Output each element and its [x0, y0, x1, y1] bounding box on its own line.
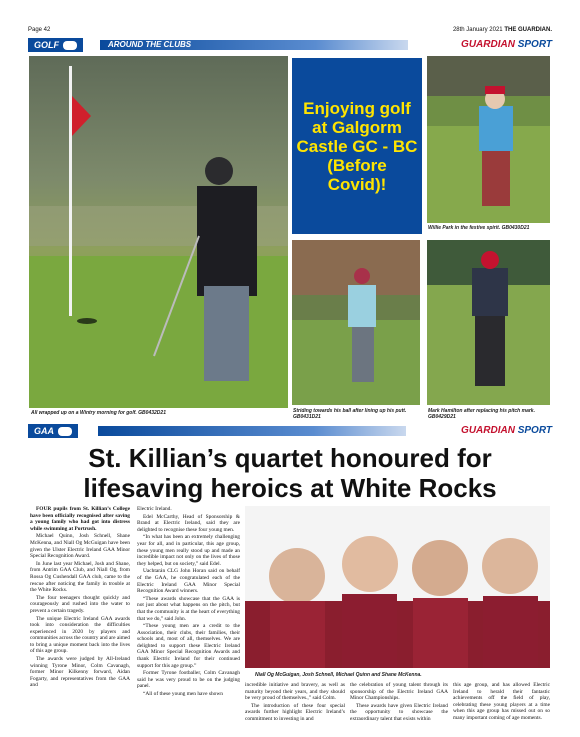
striding-image: [292, 240, 420, 405]
gaa-ball-icon: [58, 427, 72, 436]
caption-four-pupils: Niall Og McGuigan, Josh Schnell, Michael Quinn and Shane McKenna.: [255, 672, 422, 678]
paragraph: Michael Quinn, Josh Schnell, Shane McKenna, and Niall Og McGuigan have been given the Ulster Electric Ireland GAA Minor Special Recognition Award.: [30, 533, 130, 560]
page-date-paper: [453, 27, 552, 33]
paragraph: “These young men are a credit to the Association, their clubs, their families, their schools and, most of all, themselves. We are delighted to support these Electric Ireland GAA Minor Special Recognition Awards and thank Electric Ireland for their continued support for this age group.”: [137, 623, 240, 669]
paragraph: These awards have given Electric Ireland the opportunity to showcase the extraordinary talent that exists within: [350, 702, 448, 722]
article-column-4: [350, 682, 448, 724]
photo-mark: [427, 240, 550, 405]
paragraph: The introduction of these four special awards further highlight Electric Ireland’s commitment to investing in and: [245, 702, 345, 722]
golf-tag: GOLF: [28, 38, 83, 52]
golf-ball-icon: [63, 41, 77, 50]
paragraph: Former Tyrone footballer, Colm Cavanagh said he was very proud to be on the judging panel.: [137, 670, 240, 690]
page-date: 28th January 2021: [452, 27, 503, 33]
photo-striding: [292, 240, 420, 405]
photo-golfer-main: [29, 56, 288, 408]
guardian-sport-logo: GUARDIAN SPORT: [461, 39, 552, 50]
around-the-clubs-band: AROUND THE CLUBS: [100, 40, 408, 50]
gaa-band: [98, 426, 406, 436]
paragraph: Uachtarán CLG John Horan said on behalf of the GAA, he congratulated each of the Electric Ireland GAA Minor Special Recognition Award winners.: [137, 568, 240, 595]
page-number: Page 42: [28, 27, 51, 33]
photo-four-pupils: [245, 506, 550, 668]
article-column-2: [137, 506, 240, 699]
paragraph: The awards were judged by All-Ireland winning Tyrone Minor, Colm Cavanagh, former Minor Kilkenny forward, Aidan Fogarty, and representatives from the GAA and: [30, 656, 130, 689]
mark-image: [427, 240, 550, 405]
paragraph: “In what has been an extremely challenging year for all, and in particular, this age group, these young men really stood up and made an incredible impact not only on the lives of those they helped, but on society,” said Edel.: [137, 534, 240, 567]
paragraph: The unique Electric Ireland GAA awards took into consideration the difficulties experienced in 2020 by players and communities across the country and are aimed to bring a unique moment back into the lives of this age group.: [30, 615, 130, 655]
guardian-sport-logo-2: GUARDIAN SPORT: [461, 425, 552, 436]
article-headline: St. Killian’s quartet honoured for lifesaving heroics at White Rocks: [83, 443, 497, 503]
paragraph: In June last year Michael, Josh and Shane, from Antrim GAA Club, and Niall Og, from Rossa Og Cushendall GAA club, came to the rescue after noticing the family in trouble at the White Rocks.: [30, 560, 130, 594]
golfer-main-image: [29, 56, 288, 408]
paragraph: Electric Ireland.: [137, 506, 172, 512]
caption-santa: Willie Park in the festive spirit. GB0430D21: [428, 225, 530, 231]
article-column-1: [30, 506, 130, 690]
paragraph: Edel McCarthy, Head of Sponsorship & Brand at Electric Ireland, said they are delighted to recognise these four young men.: [137, 513, 240, 533]
lead-paragraph: FOUR pupils from St. Killian’s College have been officially recognised after saving a young family who had got into distress while swimming at Portrush.: [30, 506, 130, 532]
promo-box: [292, 58, 422, 234]
paragraph: this age group, and has allowed Electric Ireland to herald their fantastic achievements off the field of play, celebrating these young players at a time when this age group has missed out on so many important coming of age moments.: [453, 682, 550, 721]
four-pupils-image: [245, 506, 550, 668]
golf-section-header: [28, 38, 552, 52]
gaa-tag: GAA: [28, 424, 78, 438]
photo-santa: [427, 56, 550, 223]
santa-image: [427, 56, 550, 223]
caption-main: All wrapped up on a Wintry morning for golf. GB0432D21: [31, 410, 166, 416]
article-column-5: [453, 682, 550, 723]
paragraph: The four teenagers thought quickly and courageously and rushed into the water to prevent a certain tragedy.: [30, 594, 130, 614]
paper-name: THE GUARDIAN.: [504, 27, 552, 33]
paragraph: “All of these young men have shown: [143, 691, 223, 698]
paragraph: “These awards showcase that the GAA is not just about what happens on the pitch, but that the community is at the heart of everything that we do,” said John.: [137, 595, 240, 622]
gaa-section-header: [28, 424, 552, 438]
caption-mark: Mark Hamilton after replacing his pitch mark. GB0429D21: [428, 408, 535, 420]
article-column-3: [245, 682, 345, 724]
paragraph: incredible initiative and bravery, as well as maturity beyond their years, and they should be very proud of themselves.,” said Colm.: [245, 682, 345, 702]
paragraph: the celebration of young talent through its sponsorship of the Electric Ireland GAA Minor Championships.: [350, 682, 448, 702]
caption-striding: Striding towards his ball after lining up his putt. GB0431D21: [293, 408, 407, 420]
promo-text: Enjoying golf at Galgorm Castle GC - BC (Before Covid)!: [296, 98, 418, 194]
